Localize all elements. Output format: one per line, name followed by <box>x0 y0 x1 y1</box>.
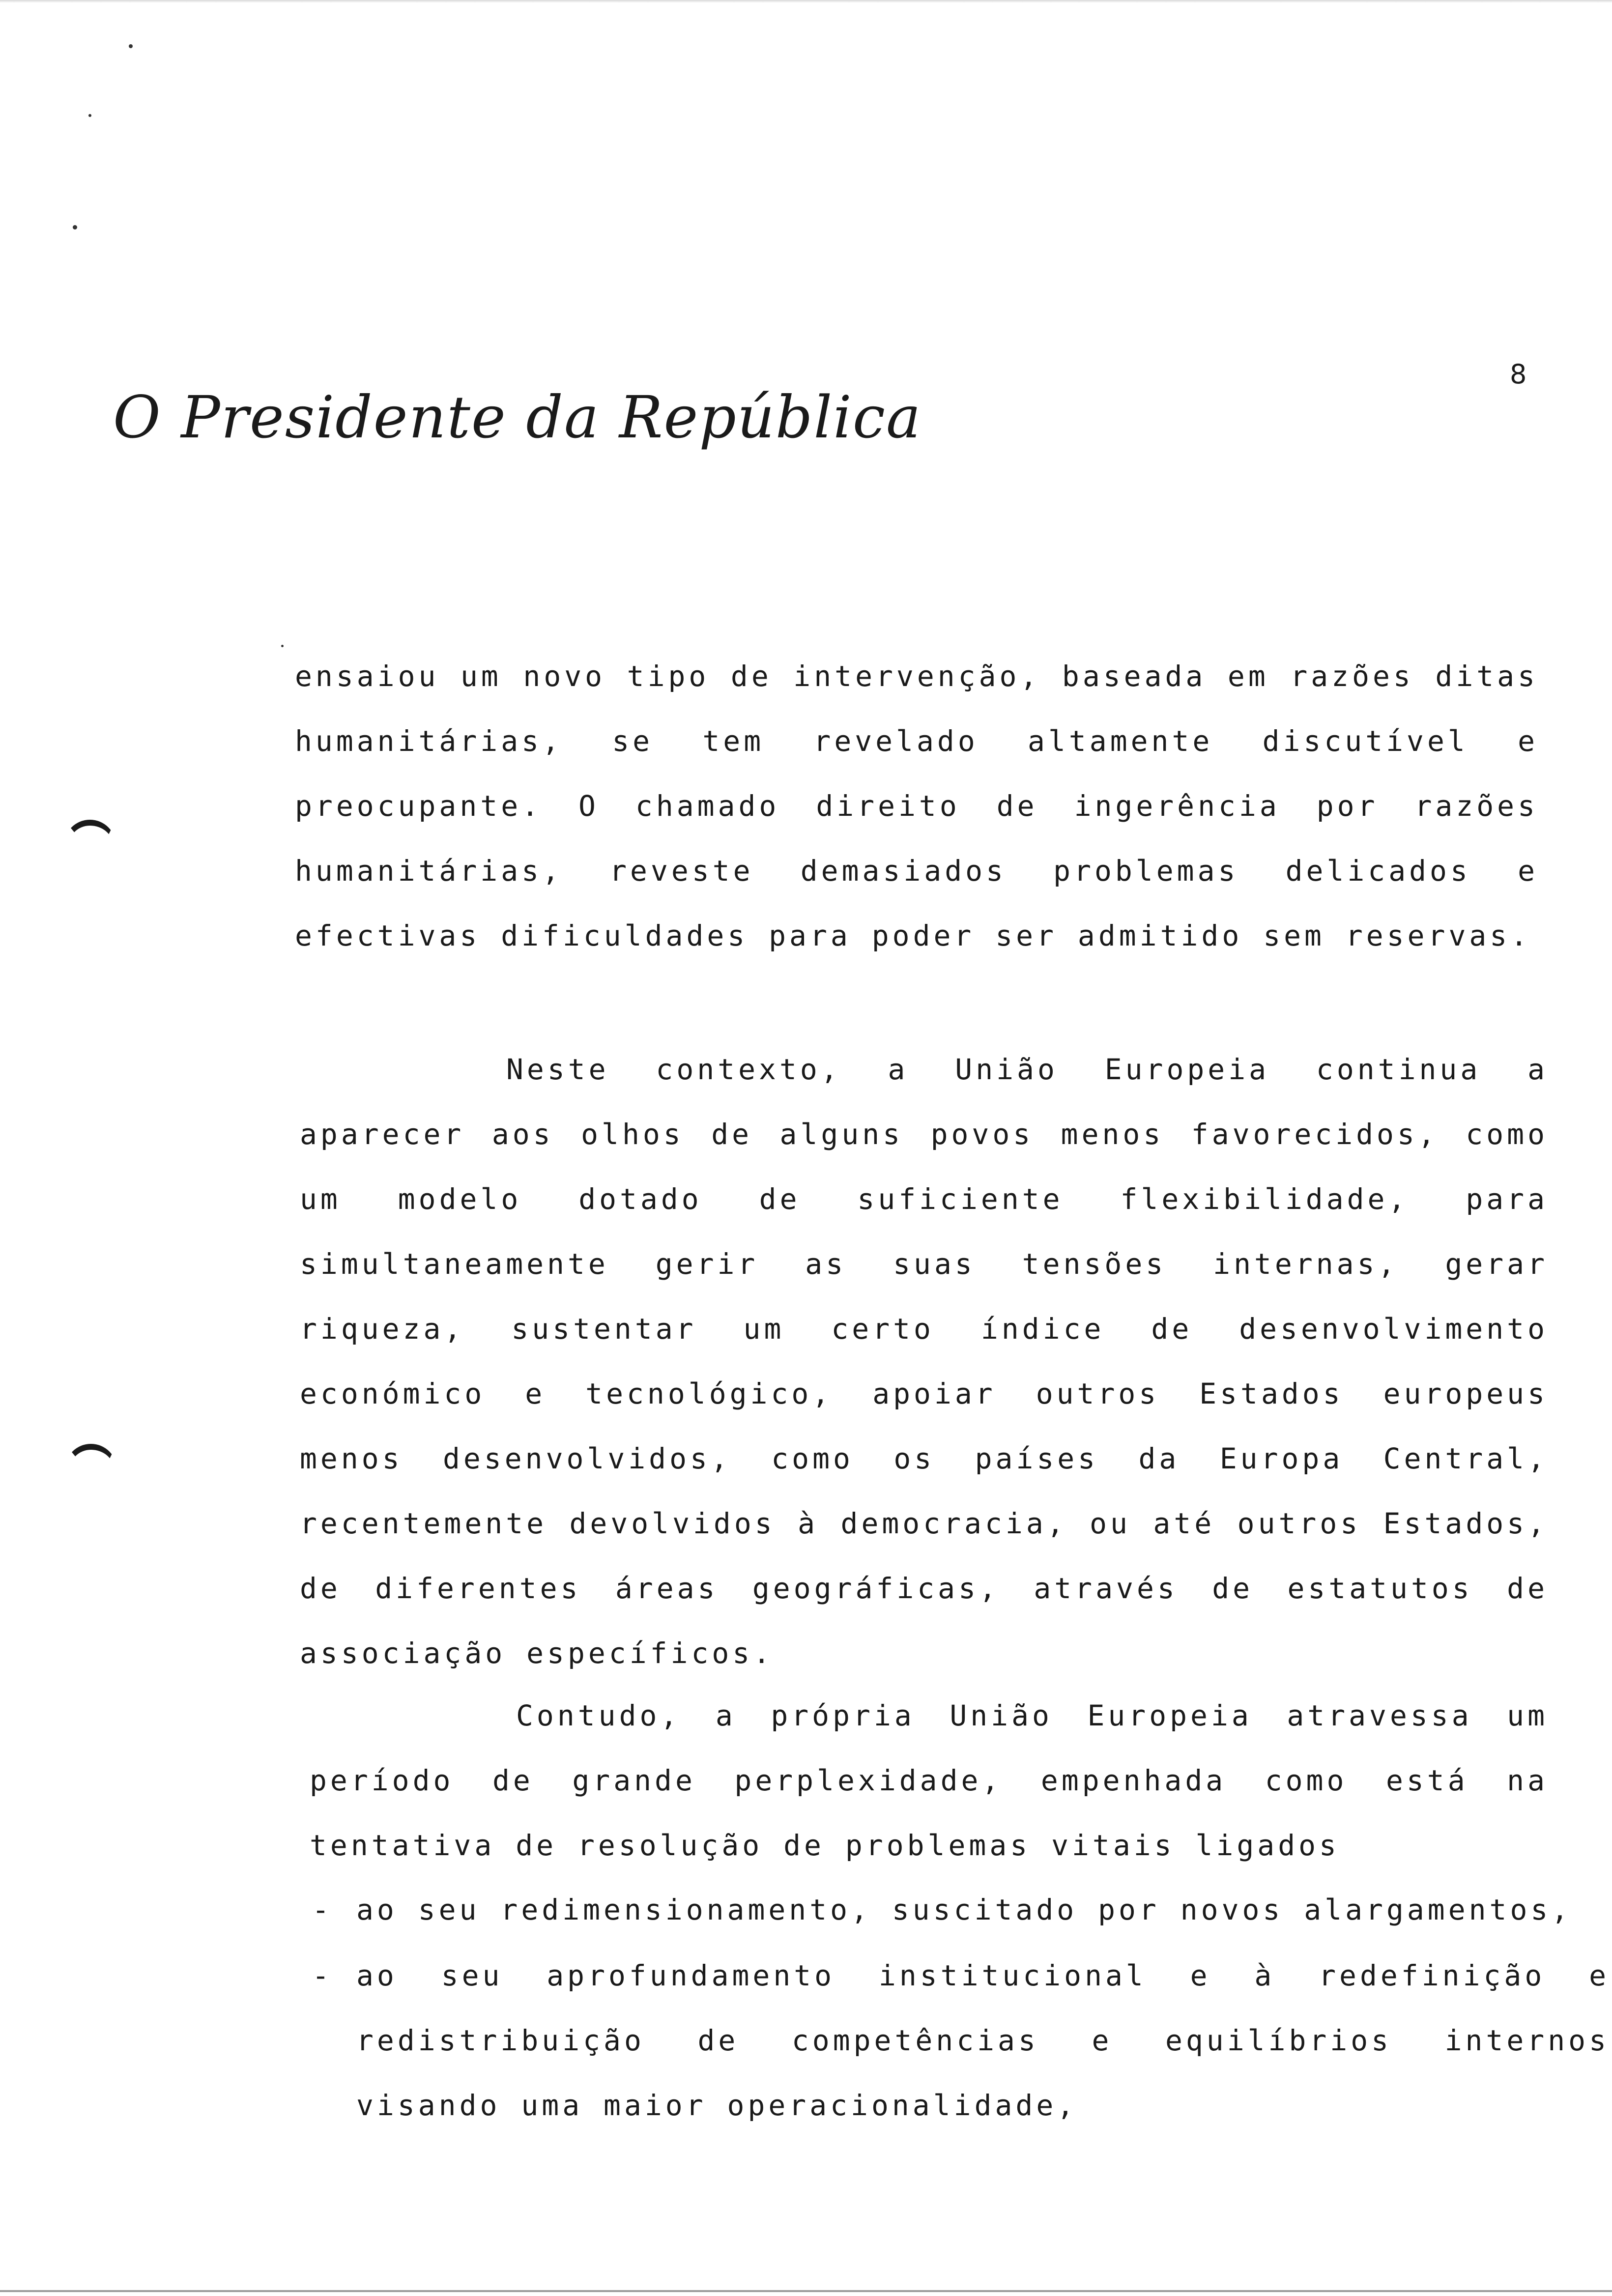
bullet-item <box>312 1877 1595 1942</box>
letterhead-signature: O Presidente da República <box>113 383 922 451</box>
bullet-item <box>312 1943 1610 2138</box>
scan-speck <box>281 645 284 647</box>
scan-edge-bottom <box>0 2290 1612 2292</box>
scan-speck <box>88 114 91 117</box>
scan-speck <box>73 225 77 230</box>
punch-hole-mark <box>65 1444 117 1474</box>
bullet-text: ao seu redimensionamento, suscitado por novos alargamentos, <box>356 1893 1572 1926</box>
paragraph-contudo: Contudo, a própria União Europeia atravessa um período de grande perplexidade, empenhada como está na tentativa de resolução de problemas vitais ligados <box>310 1699 1548 1862</box>
bullet-text: ao seu aprofundamento institucional e à redefinição e redistribuição de competências e equilíbrios internos visando uma maior operacionalidade, <box>356 1959 1610 2122</box>
page-number: 8 <box>1510 359 1527 390</box>
scan-speck <box>129 44 133 48</box>
punch-hole-mark <box>64 820 116 850</box>
paragraph-continuation: ensaiou um novo tipo de intervenção, baseada em razões ditas humanitárias, se tem revelado altamente discutível e preocupante. O chamado direito de ingerência por razões humanitárias, reveste demasiados problemas delicados e efectivas dificuldades para poder ser admitido sem reservas. <box>295 660 1538 952</box>
bullet-dash: - <box>312 1893 333 1926</box>
scan-edge-top <box>0 0 1612 3</box>
paragraph-union-europeia: Neste contexto, a União Europeia continua a aparecer aos olhos de alguns povos menos favorecidos, como um modelo dotado de suficiente flexibilidade, para simultaneamente gerir as suas tensões internas, gerar riqueza, sustentar um certo índice de desenvolvimento económico e tecnológico, apoiar outros Estados europeus menos desenvolvidos, como os países da Europa Central, recentemente devolvidos à democracia, ou até outros Estados, de diferentes áreas geográficas, através de estatutos de associação específicos. <box>300 1053 1548 1670</box>
bullet-dash: - <box>312 1959 333 1992</box>
